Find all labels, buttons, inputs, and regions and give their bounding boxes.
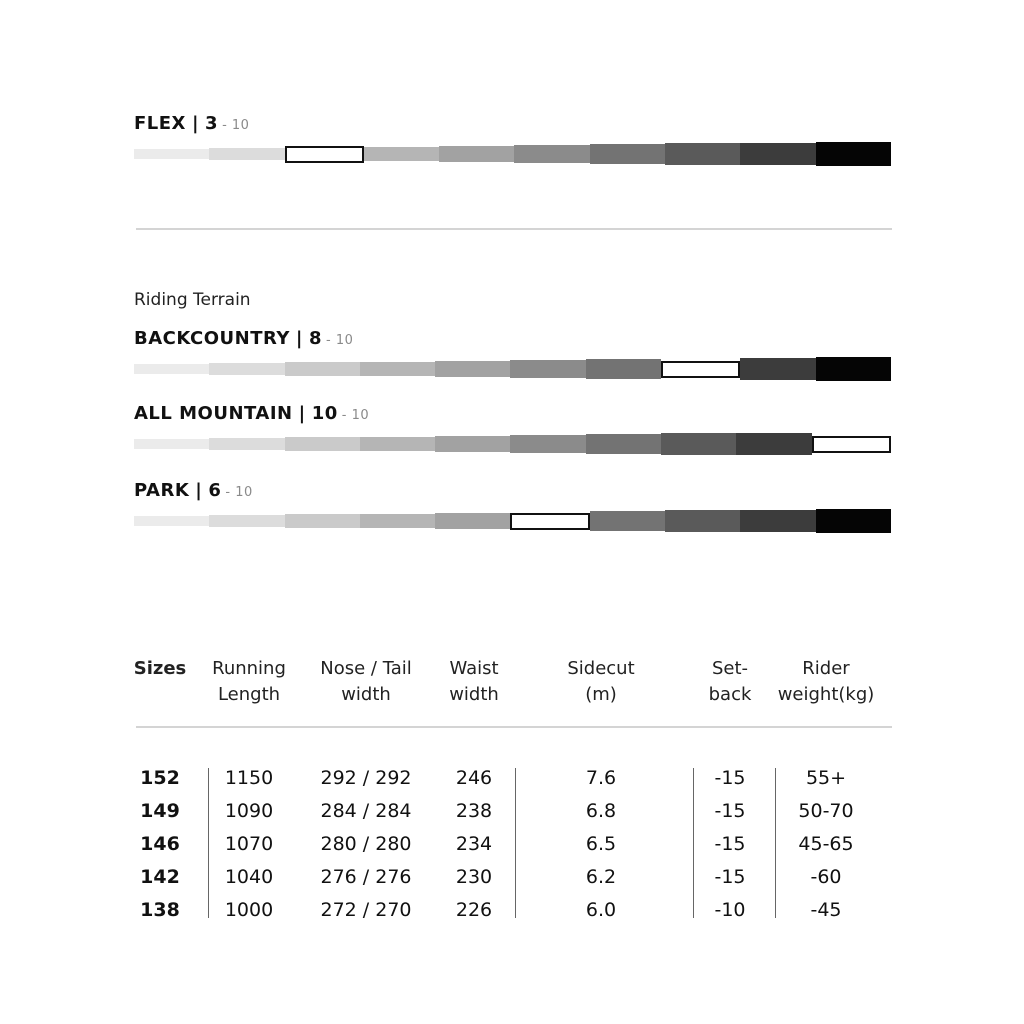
all-mountain-value: 10	[311, 403, 338, 424]
all-mountain-scale	[134, 432, 891, 456]
park-name: PARK	[134, 480, 190, 501]
park-value: 6	[208, 480, 222, 501]
scale-segment	[590, 144, 665, 164]
flex-name: FLEX	[134, 113, 186, 134]
scale-segment	[209, 438, 284, 450]
park-scale	[134, 509, 891, 533]
table-divider	[136, 726, 892, 728]
scale-segment	[586, 359, 661, 379]
header-sidecut: Sidecut (m)	[567, 658, 635, 705]
table-cell: 6.5	[585, 833, 617, 855]
table-cell: -15	[714, 833, 746, 855]
scale-segment	[740, 143, 815, 166]
table-cell: 45-65	[798, 833, 854, 855]
table-cell: 246	[455, 767, 493, 789]
size-cell: 138	[140, 899, 180, 921]
scale-segment	[209, 363, 284, 375]
riding-terrain-title: Riding Terrain	[134, 290, 251, 310]
scale-segment	[661, 433, 736, 454]
scale-segment	[134, 516, 209, 526]
scale-segment	[740, 510, 815, 533]
header-nose-tail-width: Nose / Tail width	[320, 658, 412, 705]
backcountry-label: BACKCOUNTRY | 8 - 10	[134, 328, 354, 349]
backcountry-value: 8	[308, 328, 322, 349]
backcountry-scale	[134, 357, 891, 381]
scale-segment	[586, 434, 661, 454]
scale-segment	[209, 148, 284, 160]
column-separator	[515, 768, 516, 918]
backcountry-max: - 10	[326, 333, 354, 348]
flex-max: - 10	[222, 118, 250, 133]
size-cell: 149	[140, 800, 180, 822]
table-cell: 226	[455, 899, 493, 921]
all-mountain-max: - 10	[341, 408, 370, 423]
backcountry-name: BACKCOUNTRY	[134, 328, 290, 349]
scale-segment	[364, 147, 439, 162]
header-setback: Set- back	[708, 658, 752, 705]
scale-segment	[510, 360, 585, 378]
scale-segment	[209, 515, 284, 527]
table-cell: 1090	[224, 800, 274, 822]
section-divider	[136, 228, 892, 230]
table-cell: -15	[714, 767, 746, 789]
park-max: - 10	[225, 485, 253, 500]
table-cell: -60	[810, 866, 842, 888]
table-cell: 1040	[224, 866, 274, 888]
all-mountain-rating	[134, 402, 891, 456]
flex-rating	[134, 112, 891, 166]
scale-segment	[514, 145, 589, 163]
park-rating	[134, 479, 891, 533]
scale-segment	[285, 514, 360, 527]
table-cell: 1000	[224, 899, 274, 921]
table-cell: 7.6	[585, 767, 617, 789]
scale-segment	[285, 362, 360, 375]
column-separator	[775, 768, 776, 918]
table-cell: 1150	[224, 767, 274, 789]
header-sizes: Sizes	[133, 658, 187, 679]
header-waist-width: Waist width	[449, 658, 499, 705]
size-cell: 152	[140, 767, 180, 789]
table-cell: 230	[455, 866, 493, 888]
scale-segment	[590, 511, 665, 531]
scale-segment	[285, 437, 360, 450]
size-cell: 142	[140, 866, 180, 888]
table-cell: 50-70	[798, 800, 854, 822]
scale-segment	[510, 435, 585, 453]
table-cell: 272 / 270	[320, 899, 412, 921]
scale-segment	[134, 364, 209, 374]
scale-segment	[665, 510, 740, 531]
scale-segment	[740, 358, 815, 381]
table-cell: 6.0	[585, 899, 617, 921]
scale-segment	[360, 437, 435, 452]
column-separator	[208, 768, 209, 918]
flex-value: 3	[205, 113, 219, 134]
all-mountain-name: ALL MOUNTAIN	[134, 403, 293, 424]
table-cell: -15	[714, 866, 746, 888]
header-running-length: Running Length	[212, 658, 286, 705]
column-separator	[693, 768, 694, 918]
table-cell: 276 / 276	[320, 866, 412, 888]
park-label: PARK | 6 - 10	[134, 480, 253, 501]
scale-segment-selected	[510, 513, 589, 530]
table-cell: 238	[455, 800, 493, 822]
scale-segment	[134, 439, 209, 449]
table-cell: 6.2	[585, 866, 617, 888]
table-cell: 280 / 280	[320, 833, 412, 855]
all-mountain-label: ALL MOUNTAIN | 10 - 10	[134, 403, 370, 424]
scale-segment	[435, 361, 510, 377]
table-cell: 55+	[805, 767, 847, 789]
scale-segment	[360, 362, 435, 377]
scale-segment	[435, 436, 510, 452]
scale-segment	[816, 509, 891, 533]
scale-segment	[665, 143, 740, 164]
scale-segment	[816, 142, 891, 166]
backcountry-rating	[134, 327, 891, 381]
scale-segment	[736, 433, 811, 456]
scale-segment	[439, 146, 514, 162]
scale-segment	[360, 514, 435, 529]
table-cell: -10	[714, 899, 746, 921]
flex-label: FLEX | 3 - 10	[134, 113, 250, 134]
header-rider-weight: Rider weight(kg)	[777, 658, 875, 705]
scale-segment-selected	[285, 146, 364, 163]
scale-segment-selected	[661, 361, 740, 378]
scale-segment	[134, 149, 209, 159]
size-cell: 146	[140, 833, 180, 855]
scale-segment	[435, 513, 510, 529]
scale-segment	[816, 357, 891, 381]
table-cell: -15	[714, 800, 746, 822]
flex-scale	[134, 142, 891, 166]
table-cell: -45	[810, 899, 842, 921]
table-cell: 234	[455, 833, 493, 855]
table-cell: 292 / 292	[320, 767, 412, 789]
table-cell: 6.8	[585, 800, 617, 822]
table-cell: 284 / 284	[320, 800, 412, 822]
table-cell: 1070	[224, 833, 274, 855]
scale-segment-selected	[812, 436, 891, 453]
